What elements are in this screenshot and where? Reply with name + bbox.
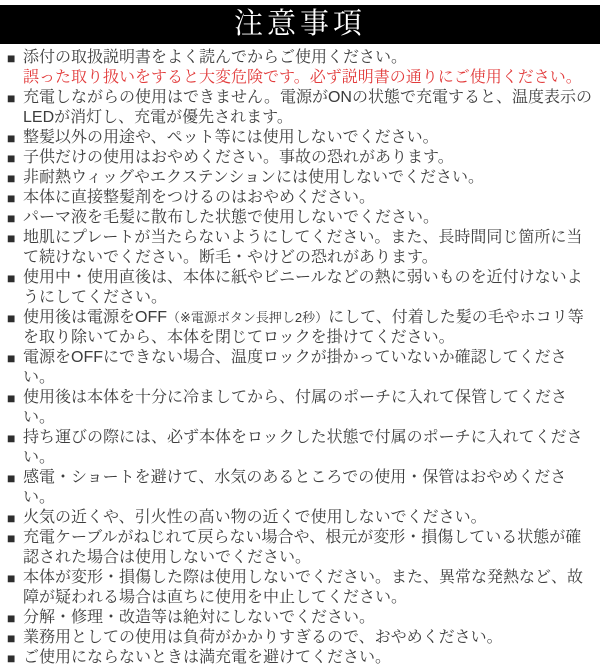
item-text (23, 428, 597, 468)
item-text-segment: 子供だけの使用はおやめください。事故の恐れがあります。 (23, 149, 454, 166)
list-item (7, 168, 597, 188)
item-text-segment: にして、付着した髪の毛やホコリ等を取り除いてから、本体を閉じてロックを掛けてください。 (23, 309, 584, 346)
item-text (23, 48, 597, 68)
item-text-segment: 本体に直接整髪剤をつけるのはおやめください。 (23, 189, 376, 206)
item-text (23, 468, 597, 508)
item-text (23, 608, 597, 628)
item-text (23, 568, 597, 608)
item-text-segment: 火気の近くや、引火性の高い物の近くで使用しないでください。 (23, 509, 487, 526)
list-item (7, 208, 597, 228)
square-bullet-icon: ■ (7, 170, 16, 186)
item-text-segment: ご使用にならないときは満充電を避けてください。 (23, 649, 392, 666)
item-text (23, 348, 597, 388)
list-item (7, 188, 597, 208)
warning-note: 誤った取り扱いをすると大変危険です。必ず説明書の通りにご使用ください。 (23, 69, 582, 86)
square-bullet-icon: ■ (7, 390, 16, 406)
item-text-segment: パーマ液を毛髪に散布した状態で使用しないでください。 (23, 209, 440, 226)
list-item (7, 348, 597, 388)
square-bullet-icon: ■ (7, 630, 16, 646)
list-item (7, 428, 597, 468)
item-text-segment: 持ち運びの際には、必ず本体をロックした状態で付属のポーチに入れてください。 (23, 429, 583, 466)
item-text-segment: 電源をOFFにできない場合、温度ロックが掛かっていないか確認してください。 (23, 349, 567, 386)
page-title: 注意事項 (233, 8, 366, 40)
item-text (23, 268, 597, 308)
square-bullet-icon: ■ (7, 610, 16, 626)
item-text (23, 648, 597, 668)
square-bullet-icon: ■ (7, 570, 16, 586)
item-text (23, 208, 597, 228)
item-text-segment: 使用後は電源をOFF (23, 309, 167, 326)
list-item (7, 568, 597, 608)
item-text-segment: 感電・ショートを避けて、水気のあるところでの使用・保管はおやめください。 (23, 469, 567, 506)
list-item (7, 608, 597, 628)
precautions-list (0, 44, 600, 668)
list-item (7, 648, 597, 668)
item-text-segment: 使用中・使用直後は、本体に紙やビニールなどの熱に弱いものを近付けないようにしてください。 (23, 269, 583, 306)
square-bullet-icon: ■ (7, 430, 16, 446)
square-bullet-icon: ■ (7, 350, 16, 366)
square-bullet-icon: ■ (7, 230, 16, 246)
item-text (23, 168, 597, 188)
list-item (7, 88, 597, 128)
item-text-small-segment: （※電源ボタン長押し2秒） (167, 310, 329, 325)
list-item (7, 48, 597, 68)
square-bullet-icon: ■ (7, 50, 16, 66)
item-text (23, 628, 597, 648)
list-item (7, 508, 597, 528)
square-bullet-icon: ■ (7, 210, 16, 226)
item-text-segment: 本体が変形・損傷した際は使用しないでください。また、異常な発熱など、故障が疑われる場合は直ちに使用を中止してください。 (23, 569, 584, 606)
square-bullet-icon: ■ (7, 650, 16, 666)
item-text (23, 128, 597, 148)
square-bullet-icon: ■ (7, 530, 16, 546)
notice-page (0, 5, 600, 666)
square-bullet-icon: ■ (7, 150, 16, 166)
list-item (7, 308, 597, 348)
item-text (23, 88, 597, 128)
list-item (7, 388, 597, 428)
item-text (23, 228, 597, 268)
list-item (7, 148, 597, 168)
square-bullet-icon: ■ (7, 510, 16, 526)
square-bullet-icon: ■ (7, 190, 16, 206)
item-text-segment: 添付の取扱説明書をよく読んでからご使用ください。 (23, 49, 408, 66)
list-item (7, 128, 597, 148)
list-item (7, 268, 597, 308)
list-item (7, 468, 597, 508)
item-text-segment: 業務用としての使用は負荷がかかりすぎるので、おやめください。 (23, 629, 503, 646)
square-bullet-icon: ■ (7, 90, 16, 106)
list-item (7, 528, 597, 568)
item-text-segment: 充電しながらの使用はできません。電源がONの状態で充電すると、温度表示のLEDが消灯し、充電が優先されます。 (23, 89, 592, 126)
item-text-segment: 非耐熱ウィッグやエクステンションには使用しないでください。 (23, 169, 485, 186)
item-text (23, 148, 597, 168)
item-text-segment: 分解・修理・改造等は絶対にしないでください。 (23, 609, 376, 626)
item-text (23, 388, 597, 428)
item-text (23, 188, 597, 208)
list-item (7, 228, 597, 268)
item-text (23, 528, 597, 568)
square-bullet-icon: ■ (7, 130, 16, 146)
item-text (23, 308, 597, 348)
item-text (23, 508, 597, 528)
item-text-segment: 地肌にプレートが当たらないようにしてください。また、長時間同じ箇所に当て続けないでください。断毛・やけどの恐れがあります。 (23, 229, 583, 266)
title-bar (0, 5, 600, 44)
square-bullet-icon: ■ (7, 470, 16, 486)
list-item (7, 628, 597, 648)
item-text-segment: 充電ケーブルがねじれて戻らない場合や、根元が変形・損傷している状態が確認された場合は使用しないでください。 (23, 529, 582, 566)
square-bullet-icon: ■ (7, 310, 16, 326)
square-bullet-icon: ■ (7, 270, 16, 286)
item-text-segment: 使用後は本体を十分に冷ましてから、付属のポーチに入れて保管してください。 (23, 389, 568, 426)
item-text-segment: 整髪以外の用途や、ペット等には使用しないでください。 (23, 129, 439, 146)
